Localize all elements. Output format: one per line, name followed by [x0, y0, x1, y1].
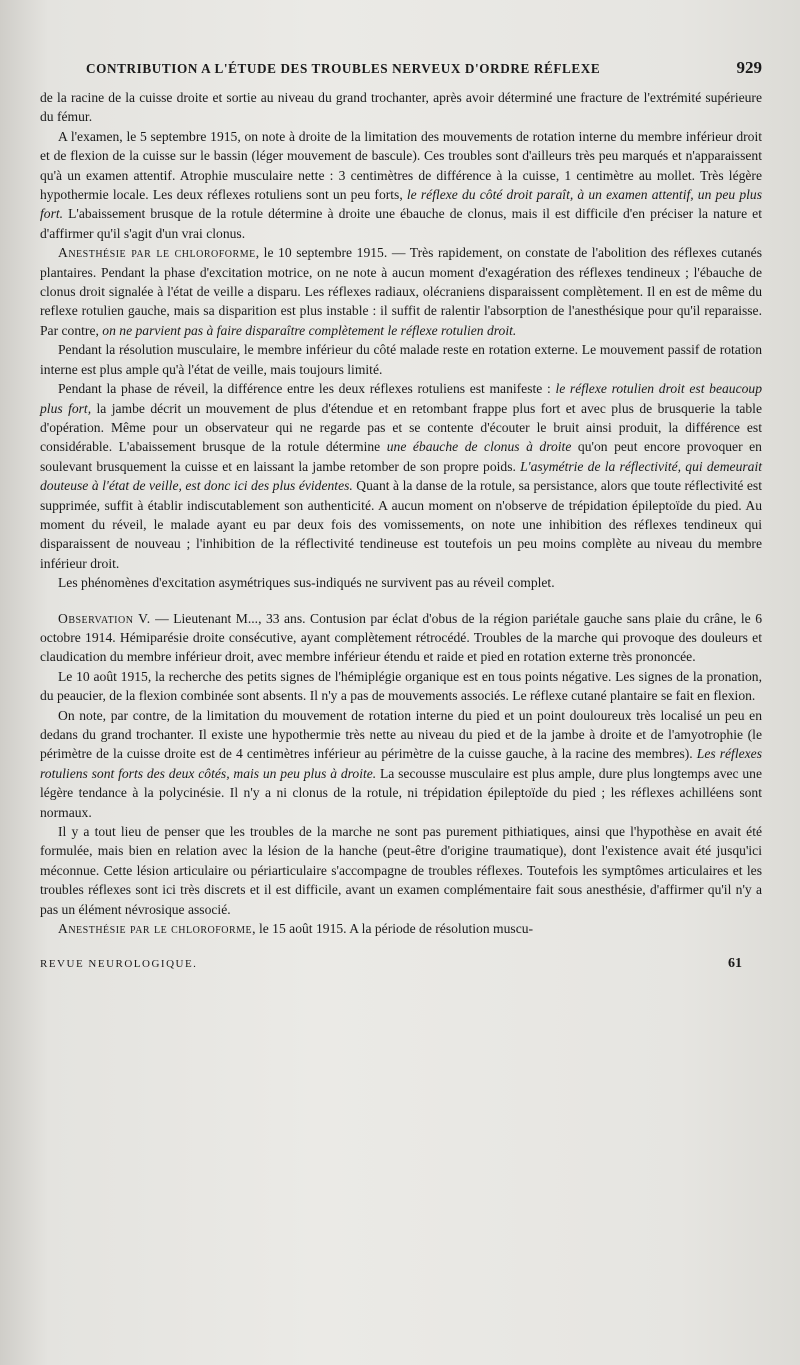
text-run: Le 10 août 1915, la recherche des petits signes de l'hémiplégie organique est en tous points négative. Les signes de la pronation, du peaucier, de la flexion combinée sont absents. Il n'y a pas de mouvements associés. Le réflexe cutané plantaire se fait en flexion.	[40, 668, 762, 704]
text-run: La secousse musculaire est plus ample, dure plus longtemps avec une légère tendance à la polycinésie. Il n'y a ni clonus de la rotule, ni trépidation épileptoïde du pied ; les réflexes achilléens sont normaux.	[40, 765, 763, 820]
emphasis-text: une ébauche de clonus à droite	[386, 439, 572, 455]
text-run: de la racine de la cuisse droite et sortie au niveau du grand trochanter, après avoir déterminé une fracture de l'extrémité supérieure du fémur.	[40, 90, 762, 125]
text-run: qu'on peut encore provoquer en soulevant brusquement la cuisse et en laissant la jambe retomber de son propre poids.	[40, 439, 762, 474]
emphasis-text: le réflexe du côté droit paraît, à un examen attentif, un peu plus fort.	[40, 187, 762, 222]
text-run: — Lieutenant M..., 33 ans. Contusion par éclat d'obus de la région pariétale gauche sans plaie du crâne, le 6 octobre 1914. Hémiparésie droite consécutive, ayant complètement rétrocédé. Troubles de la marche qui provoque des douleurs et claudication du membre inférieur droit, avec membre inférieur étendu et raide et pied en rotation externe très prononcée.	[40, 610, 762, 665]
text-run: , le 10 septembre 1915. — Très rapidement, on constate de l'abolition des réflexes cutanés plantaires. Pendant la phase d'excitation motrice, on ne note à aucun moment d'exagération des réflexes tendineux ; l'ébauche de clonus droit signalée à l'état de veille a disparu. Les réflexes radiaux, olécraniens disparaissent complètement. Il en est de même du reflexe rotulien gauche, mais sa disparition est plus instable : il suffit de ralentir l'absorption de l'anesthésique pour qu'il reparaisse. Par contre,	[40, 245, 762, 338]
running-title: CONTRIBUTION A L'ÉTUDE DES TROUBLES NERVEUX D'ORDRE RÉFLEXE	[86, 61, 601, 76]
paragraph-p6	[40, 573, 762, 592]
small-caps-text: Anesthésie par le chloroforme	[58, 245, 256, 261]
emphasis-text: L'asymétrie de la réflectivité, qui demeurait douteuse à l'état de veille, est donc ici des plus évidentes.	[40, 458, 763, 494]
paragraph-p9	[40, 706, 762, 822]
text-run: , le 15 août 1915. A la période de résolution muscu-	[252, 921, 534, 937]
text-run: Il y a tout lieu de penser que les troubles de la marche ne sont pas purement pithiatiques, ainsi que l'hypothèse en avait été formulée, mais bien en relation avec la lésion de la hanche (peut-être d'origine traumatique), dont l'existence avait été jusqu'ici méconnue. Cette lésion articulaire ou périarticulaire s'accompagne de troubles réflexes. Toutefois les symptômes articulaires et les troubles réflexes sont ici très discrets et il est difficile, avant un examen complémentaire fait sous anesthésie, d'affirmer qu'il n'y a pas un élément névrosique associé.	[40, 824, 762, 917]
emphasis-text: Les réflexes rotuliens sont forts des deux côtés, mais un peu plus à droite.	[40, 746, 762, 781]
emphasis-text: on ne parvient pas à faire disparaître complètement le réflexe rotulien droit.	[102, 322, 517, 338]
signature-mark: 61	[728, 956, 742, 972]
page-number: 929	[736, 58, 762, 77]
page-footer	[40, 942, 762, 972]
paragraph-p4	[40, 340, 762, 379]
small-caps-text: Anesthésie par le chloroforme	[58, 921, 253, 937]
paragraph-p7	[40, 609, 762, 667]
emphasis-text: le réflexe rotulien droit est beaucoup plus fort,	[40, 381, 762, 416]
paragraph-p2	[40, 127, 762, 243]
paragraph-p10	[40, 822, 762, 919]
text-run: la jambe décrit un mouvement de plus d'étendue et en retombant frappe plus fort et avec plus de brusquerie la table d'opération. Même pour un observateur qui ne regarde pas et se contente d'écouter le bruit ainsi produit, la différence est considérable. L'abaissement brusque de la rotule détermine	[40, 400, 762, 455]
paragraph-p1	[40, 88, 762, 127]
text-run: Pendant la résolution musculaire, le membre inférieur du côté malade reste en rotation externe. Le mouvement passif de rotation interne est plus ample qu'à l'état de veille, mais toujours limité.	[40, 342, 762, 377]
text-run: Pendant la phase de réveil, la différence entre les deux réflexes rotuliens est manifeste :	[58, 381, 556, 397]
text-run: On note, par contre, de la limitation du mouvement de rotation interne du pied et un point douloureux très localisé un peu en dedans du grand trochanter. Il existe une hypothermie très nette au niveau du pied et de la jambe à droite et de l'amyotrophie (le périmètre de la cuisse droite est de 4 centimètres inférieur au périmètre de la cuisse gauche, à la racine des membres).	[40, 707, 762, 762]
body-text	[40, 88, 762, 938]
text-run: A l'examen, le 5 septembre 1915, on note à droite de la limitation des mouvements de rotation interne du membre inférieur droit et de flexion de la cuisse sur le bassin (léger mouvement de bascule). Ces troubles sont d'ailleurs très peu marqués et n'apparaissent qu'à un examen attentif. Atrophie musculaire nette : 3 centimètres de différence à la cuisse, 1 centimètre au mollet. Très légère hypothermie locale. Les deux réflexes rotuliens sont un peu forts,	[40, 128, 762, 203]
paragraph-p11	[40, 919, 762, 938]
small-caps-text: Observation V.	[58, 610, 151, 626]
text-run: Les phénomènes d'excitation asymétriques sus-indiqués ne survivent pas au réveil complet.	[58, 575, 555, 591]
journal-name: REVUE NEUROLOGIQUE.	[40, 958, 198, 971]
text-run: L'abaissement brusque de la rotule détermine à droite une ébauche de clonus, mais il est difficile d'en préciser la nature et d'affirmer qu'il s'agit d'un vrai clonus.	[40, 206, 762, 241]
text-run: Quant à la danse de la rotule, sa persistance, alors que toute réflectivité est supprimée, suffit à établir indiscutablement son authenticité. A aucun moment on n'observe de trépidation épileptoïde du pied. Au moment du réveil, le malade ayant eu par deux fois des vomissements, on note une inhibition des réflexes tendineux qui disparaissent de nouveau ; l'inhibition de la réflectivité tendineuse est toutefois un peu moins complète au niveau du membre inférieur droit.	[40, 478, 762, 571]
paragraph-p8	[40, 667, 762, 706]
paragraph-p5	[40, 379, 762, 573]
running-head	[40, 58, 762, 78]
paragraph-p3	[40, 243, 762, 340]
